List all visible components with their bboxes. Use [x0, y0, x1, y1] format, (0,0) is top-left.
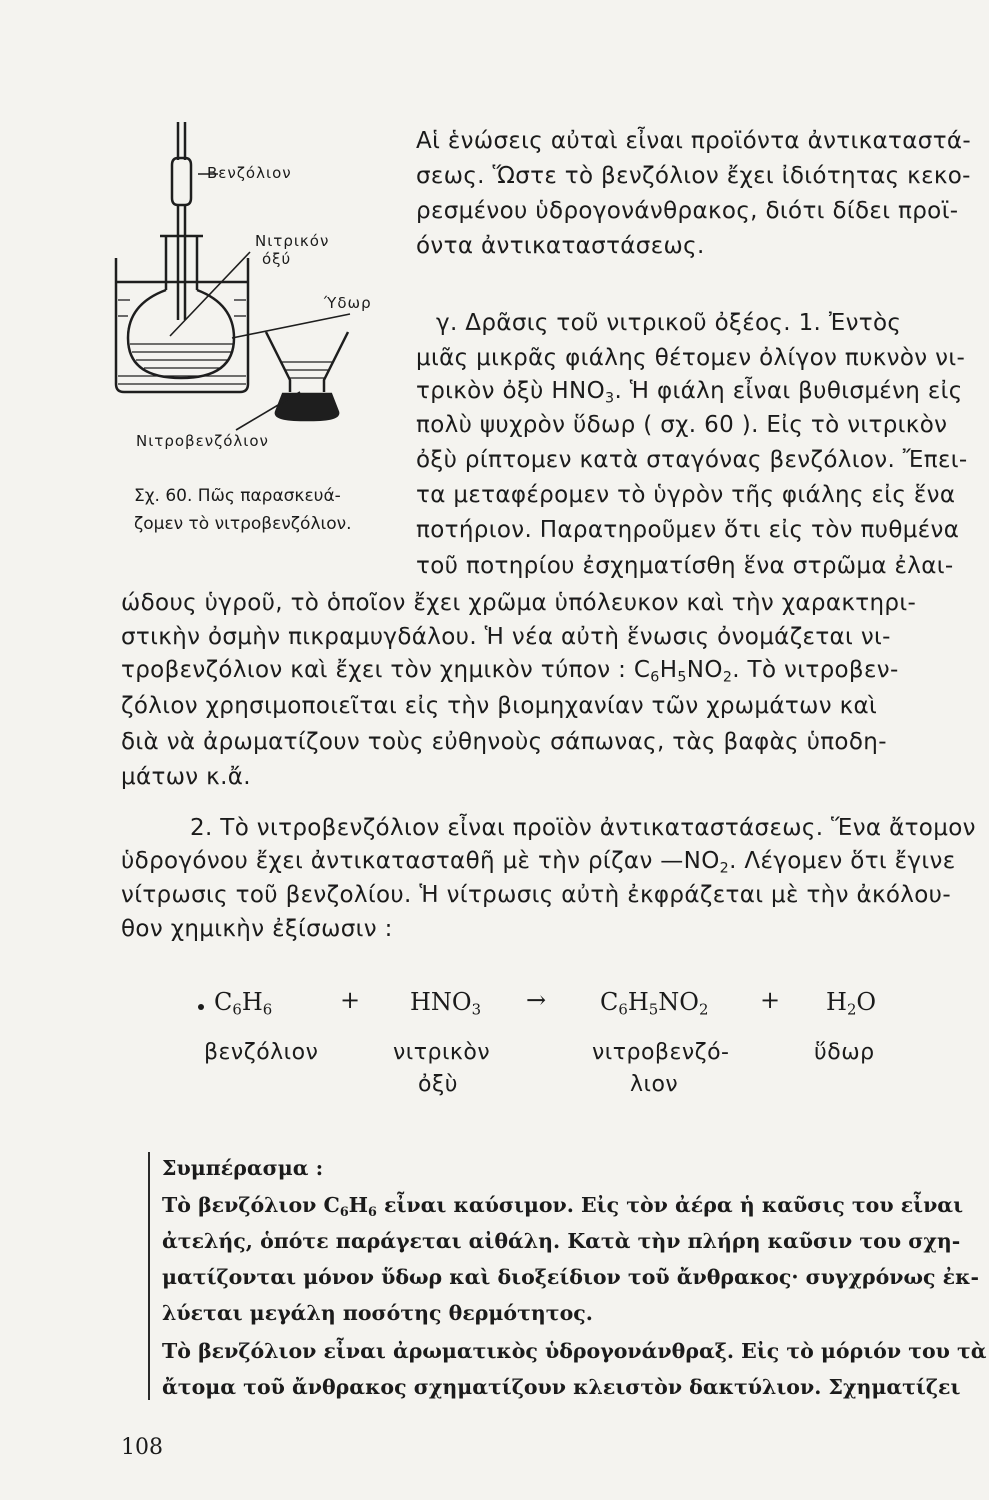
- equation-water: $H_2O$: [826, 988, 877, 1019]
- equation-plus-1: +: [340, 986, 361, 1014]
- text-line-7: τρικὸν ὀξὺ $HNO_3$. Ἡ φιάλη εἶναι βυθισμένη εἰς: [416, 378, 963, 407]
- text-line-4: όντα ἀντικαταστάσεως.: [416, 233, 705, 259]
- text-line-14: στικὴν ὀσμὴν πικραμυγδάλου. Ἡ νέα αὐτὴ ἕνωσις ὀνομάζεται νι-: [121, 624, 891, 650]
- bullet-dot: [198, 1004, 204, 1010]
- text-line-1: Αἱ ἑνώσεις αὐταὶ εἶναι προϊόντα ἀντικαταστά-: [416, 128, 972, 154]
- text-line-11: ποτήριον. Παρατηροῦμεν ὅτι εἰς τὸν πυθμένα: [416, 517, 960, 543]
- equation-label-acid: ὀξὺ: [418, 1072, 458, 1097]
- figure-label-nitric-acid: όξύ: [262, 250, 292, 268]
- page-number: 108: [121, 1435, 163, 1460]
- text-line-21: νίτρωσις τοῦ βενζολίου. Ἡ νίτρωσις αὐτὴ ἐκφράζεται μὲ τὴν ἀκόλου-: [121, 882, 951, 908]
- conclusion-line-5: Τὸ βενζόλιον εἶναι ἀρωματικὸς ὑδρογονάνθραξ. Εἰς τὸ μόριόν του τὰ: [162, 1339, 987, 1363]
- equation-label-water: ὕδωρ: [814, 1040, 875, 1065]
- text-line-17: διὰ νὰ ἀρωματίζουν τοὺς εὐθηνοὺς σάπωνας, τὰς βαφὰς ὑποδη-: [121, 729, 887, 755]
- conclusion-line-1: Τὸ βενζόλιον $C_6H_6$ εἶναι καύσιμον. Εἰς τὸν ἀέρα ἡ καῦσις του εἶναι: [162, 1193, 964, 1219]
- text-line-15: τροβενζόλιον καὶ ἔχει τὸν χημικὸν τύπον : $C_6H_5NO_2$. Τὸ νιτροβεν-: [121, 657, 899, 686]
- conclusion-line-4: λύεται μεγάλη ποσότης θερμότητος.: [162, 1301, 593, 1325]
- text-line-19: 2. Τὸ νιτροβενζόλιον εἶναι προϊὸν ἀντικαταστάσεως. Ἕνα ἄτομον: [190, 815, 976, 841]
- conclusion-line-3: ματίζονται μόνον ὕδωρ καὶ διοξείδιον τοῦ ἄνθρακος· συγχρόνως ἐκ-: [162, 1265, 979, 1289]
- equation-label-benzene: βενζόλιον: [204, 1040, 319, 1065]
- equation-arrow: →: [526, 986, 547, 1014]
- text-line-13: ώδους ὑγροῦ, τὸ ὁποῖον ἔχει χρῶμα ὑπόλευκον καὶ τὴν χαρακτηρι-: [121, 590, 917, 616]
- equation-nitrobenzene: $C_6H_5NO_2$: [600, 988, 709, 1019]
- text-line-6: μιᾶς μικρᾶς φιάλης θέτομεν ὀλίγον πυκνὸν νι-: [416, 345, 966, 371]
- figure-label-nitric: Νιτρικόν: [255, 232, 330, 250]
- equation-label-nitric: νιτρικὸν: [393, 1040, 491, 1065]
- figure-label-nitrobenzene: Νιτροβενζόλιον: [136, 432, 269, 450]
- conclusion-line-6: ἄτομα τοῦ ἄνθρακος σχηματίζουν κλειστὸν δακτύλιον. Σχηματίζει: [162, 1375, 961, 1399]
- equation-nitric-acid: $HNO_3$: [410, 988, 482, 1019]
- section-heading-nitric-acid: γ. Δρᾶσις τοῦ νιτρικοῦ ὀξέος. 1. Ἐντὸς: [436, 310, 902, 336]
- text-line-16: ζόλιον χρησιμοποιεῖται εἰς τὴν βιομηχανίαν τῶν χρωμάτων καὶ: [121, 693, 878, 719]
- text-line-12: τοῦ ποτηρίου ἐσχηματίσθη ἕνα στρῶμα ἐλαι-: [416, 553, 954, 579]
- equation-label-nitrobenzene: νιτροβενζό-: [592, 1040, 730, 1065]
- text-line-9: ὀξὺ ρίπτομεν κατὰ σταγόνας βενζόλιον. Ἔπει-: [416, 447, 968, 473]
- conclusion-title: Συμπέρασμα :: [162, 1156, 324, 1180]
- conclusion-left-rule: [148, 1152, 150, 1400]
- figure-label-benzene: Βενζόλιον: [207, 164, 292, 182]
- text-line-22: θον χημικὴν ἐξίσωσιν :: [121, 916, 393, 942]
- figure-caption-line1: Σχ. 60. Πῶς παρασκευά-: [134, 486, 341, 506]
- text-line-10: τα μεταφέρομεν τὸ ὑγρὸν τῆς φιάλης εἰς ἕνα: [416, 482, 956, 508]
- text-line-2: σεως. Ὥστε τὸ βενζόλιον ἔχει ἰδιότητας κεκο-: [416, 163, 971, 189]
- text-line-18: μάτων κ.ἄ.: [121, 764, 251, 790]
- text-line-20: ὑδρογόνου ἔχει ἀντικατασταθῆ μὲ τὴν ρίζαν $—NO_2$. Λέγομεν ὅτι ἔγινε: [121, 848, 956, 877]
- equation-benzene: $C_6H_6$: [214, 988, 273, 1019]
- equation-plus-2: +: [760, 986, 781, 1014]
- figure-caption-line2: ζομεν τὸ νιτροβενζόλιον.: [134, 514, 352, 534]
- conclusion-line-2: ἀτελής, ὁπότε παράγεται αἰθάλη. Κατὰ τὴν πλήρη καῦσιν του σχη-: [162, 1229, 961, 1253]
- text-line-8: πολὺ ψυχρὸν ὕδωρ ( σχ. 60 ). Εἰς τὸ νιτρικὸν: [416, 412, 948, 438]
- figure-label-water: Ύδωρ: [324, 294, 372, 312]
- text-line-3: ρεσμένου ὑδρογονάνθρακος, διότι δίδει προϊ-: [416, 198, 959, 224]
- equation-label-nitrobenzene-end: λιον: [630, 1072, 679, 1097]
